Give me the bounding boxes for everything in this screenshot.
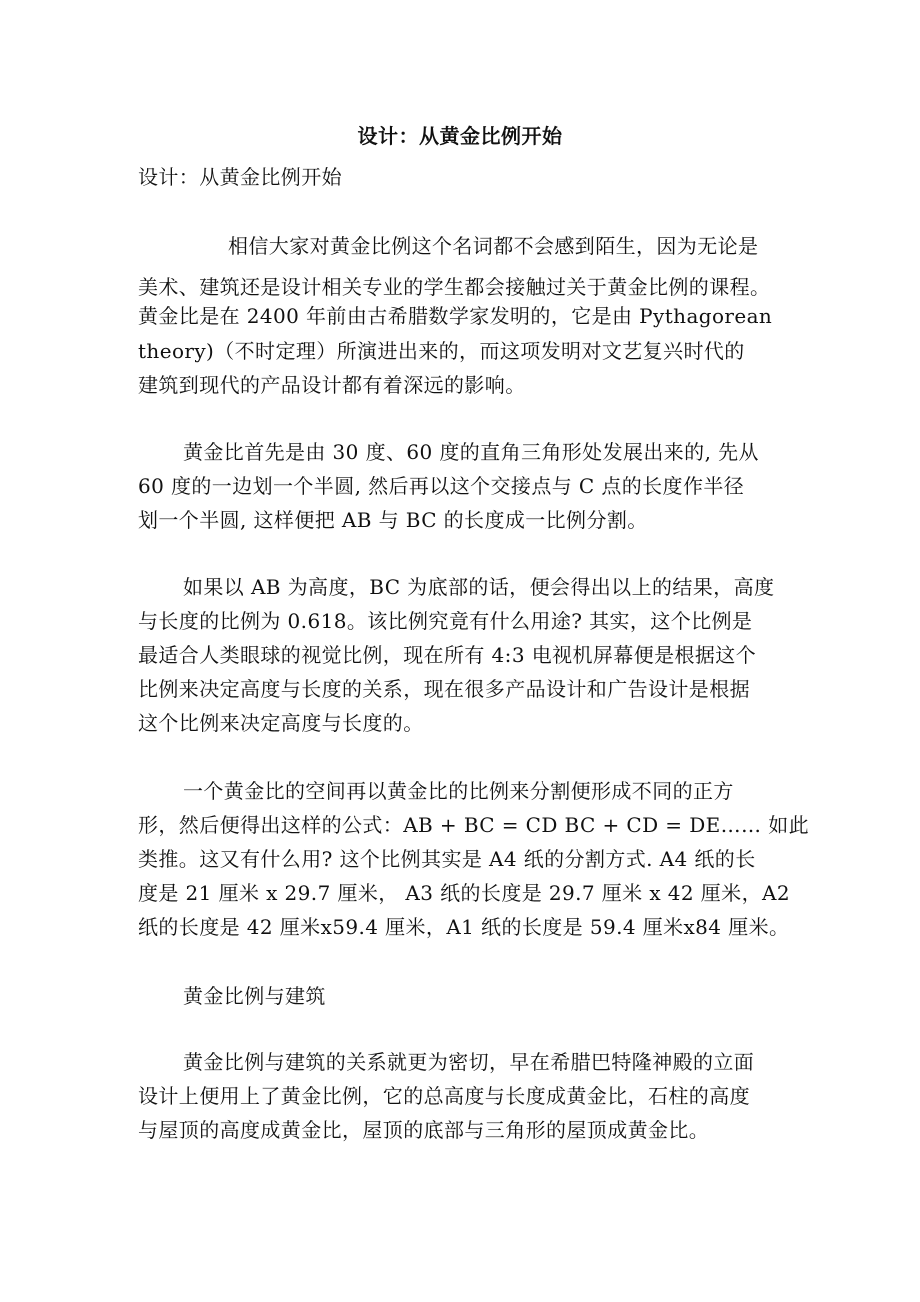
paragraph-line: 黄金比例与建筑的关系就更为密切，早在希腊巴特隆神殿的立面 [183,1050,755,1074]
document-subtitle: 设计：从黄金比例开始 [138,165,342,189]
document-title: 设计：从黄金比例开始 [357,124,563,148]
paragraph-line: 纸的长度是 42 厘米x59.4 厘米，A1 纸的长度是 59.4 厘米x84 厘米。 [138,915,790,939]
paragraph-line: 相信大家对黄金比例这个名词都不会感到陌生，因为无论是 [228,234,759,258]
paragraph-line: 最适合人类眼球的视觉比例，现在所有 4:3 电视机屏幕便是根据这个 [138,643,757,667]
paragraph-line: 60 度的一边划一个半圆, 然后再以这个交接点与 C 点的长度作半径 [138,474,745,498]
paragraph-line: 黄金比是在 2400 年前由古希腊数学家发明的，它是由 Pythagorean [138,304,773,328]
paragraph-line: theory)（不时定理）所演进出来的，而这项发明对文艺复兴时代的 [138,339,745,363]
paragraph-line: 划一个半圆, 这样便把 AB 与 BC 的长度成一比例分割。 [138,508,648,532]
paragraph-line: 与屋顶的高度成黄金比，屋顶的底部与三角形的屋顶成黄金比。 [138,1118,710,1142]
paragraph-line: 如果以 AB 为高度，BC 为底部的话，便会得出以上的结果，高度 [183,575,775,599]
paragraph-line: 黄金比首先是由 30 度、60 度的直角三角形处发展出来的, 先从 [183,440,759,464]
paragraph-line: 度是 21 厘米 x 29.7 厘米， A3 纸的长度是 29.7 厘米 x 42 厘米，A2 [138,881,790,905]
paragraph-line: 这个比例来决定高度与长度的。 [138,711,424,735]
paragraph-line: 设计上便用上了黄金比例，它的总高度与长度成黄金比，石柱的高度 [138,1084,750,1108]
paragraph-line: 美术、建筑还是设计相关专业的学生都会接触过关于黄金比例的课程。 [138,275,771,299]
paragraph-line: 一个黄金比的空间再以黄金比的比例来分割便形成不同的正方 [183,779,734,803]
paragraph-line: 形，然后便得出这样的公式：AB + BC = CD BC + CD = DE…… 如此 [138,813,809,837]
section-heading: 黄金比例与建筑 [183,984,326,1008]
paragraph-line: 类推。这又有什么用? 这个比例其实是 A4 纸的分割方式. A4 纸的长 [138,847,756,871]
paragraph-line: 比例来决定高度与长度的关系，现在很多产品设计和广告设计是根据 [138,677,750,701]
paragraph-line: 与长度的比例为 0.618。该比例究竟有什么用途? 其实，这个比例是 [138,609,753,633]
paragraph-line: 建筑到现代的产品设计都有着深远的影响。 [138,373,526,397]
